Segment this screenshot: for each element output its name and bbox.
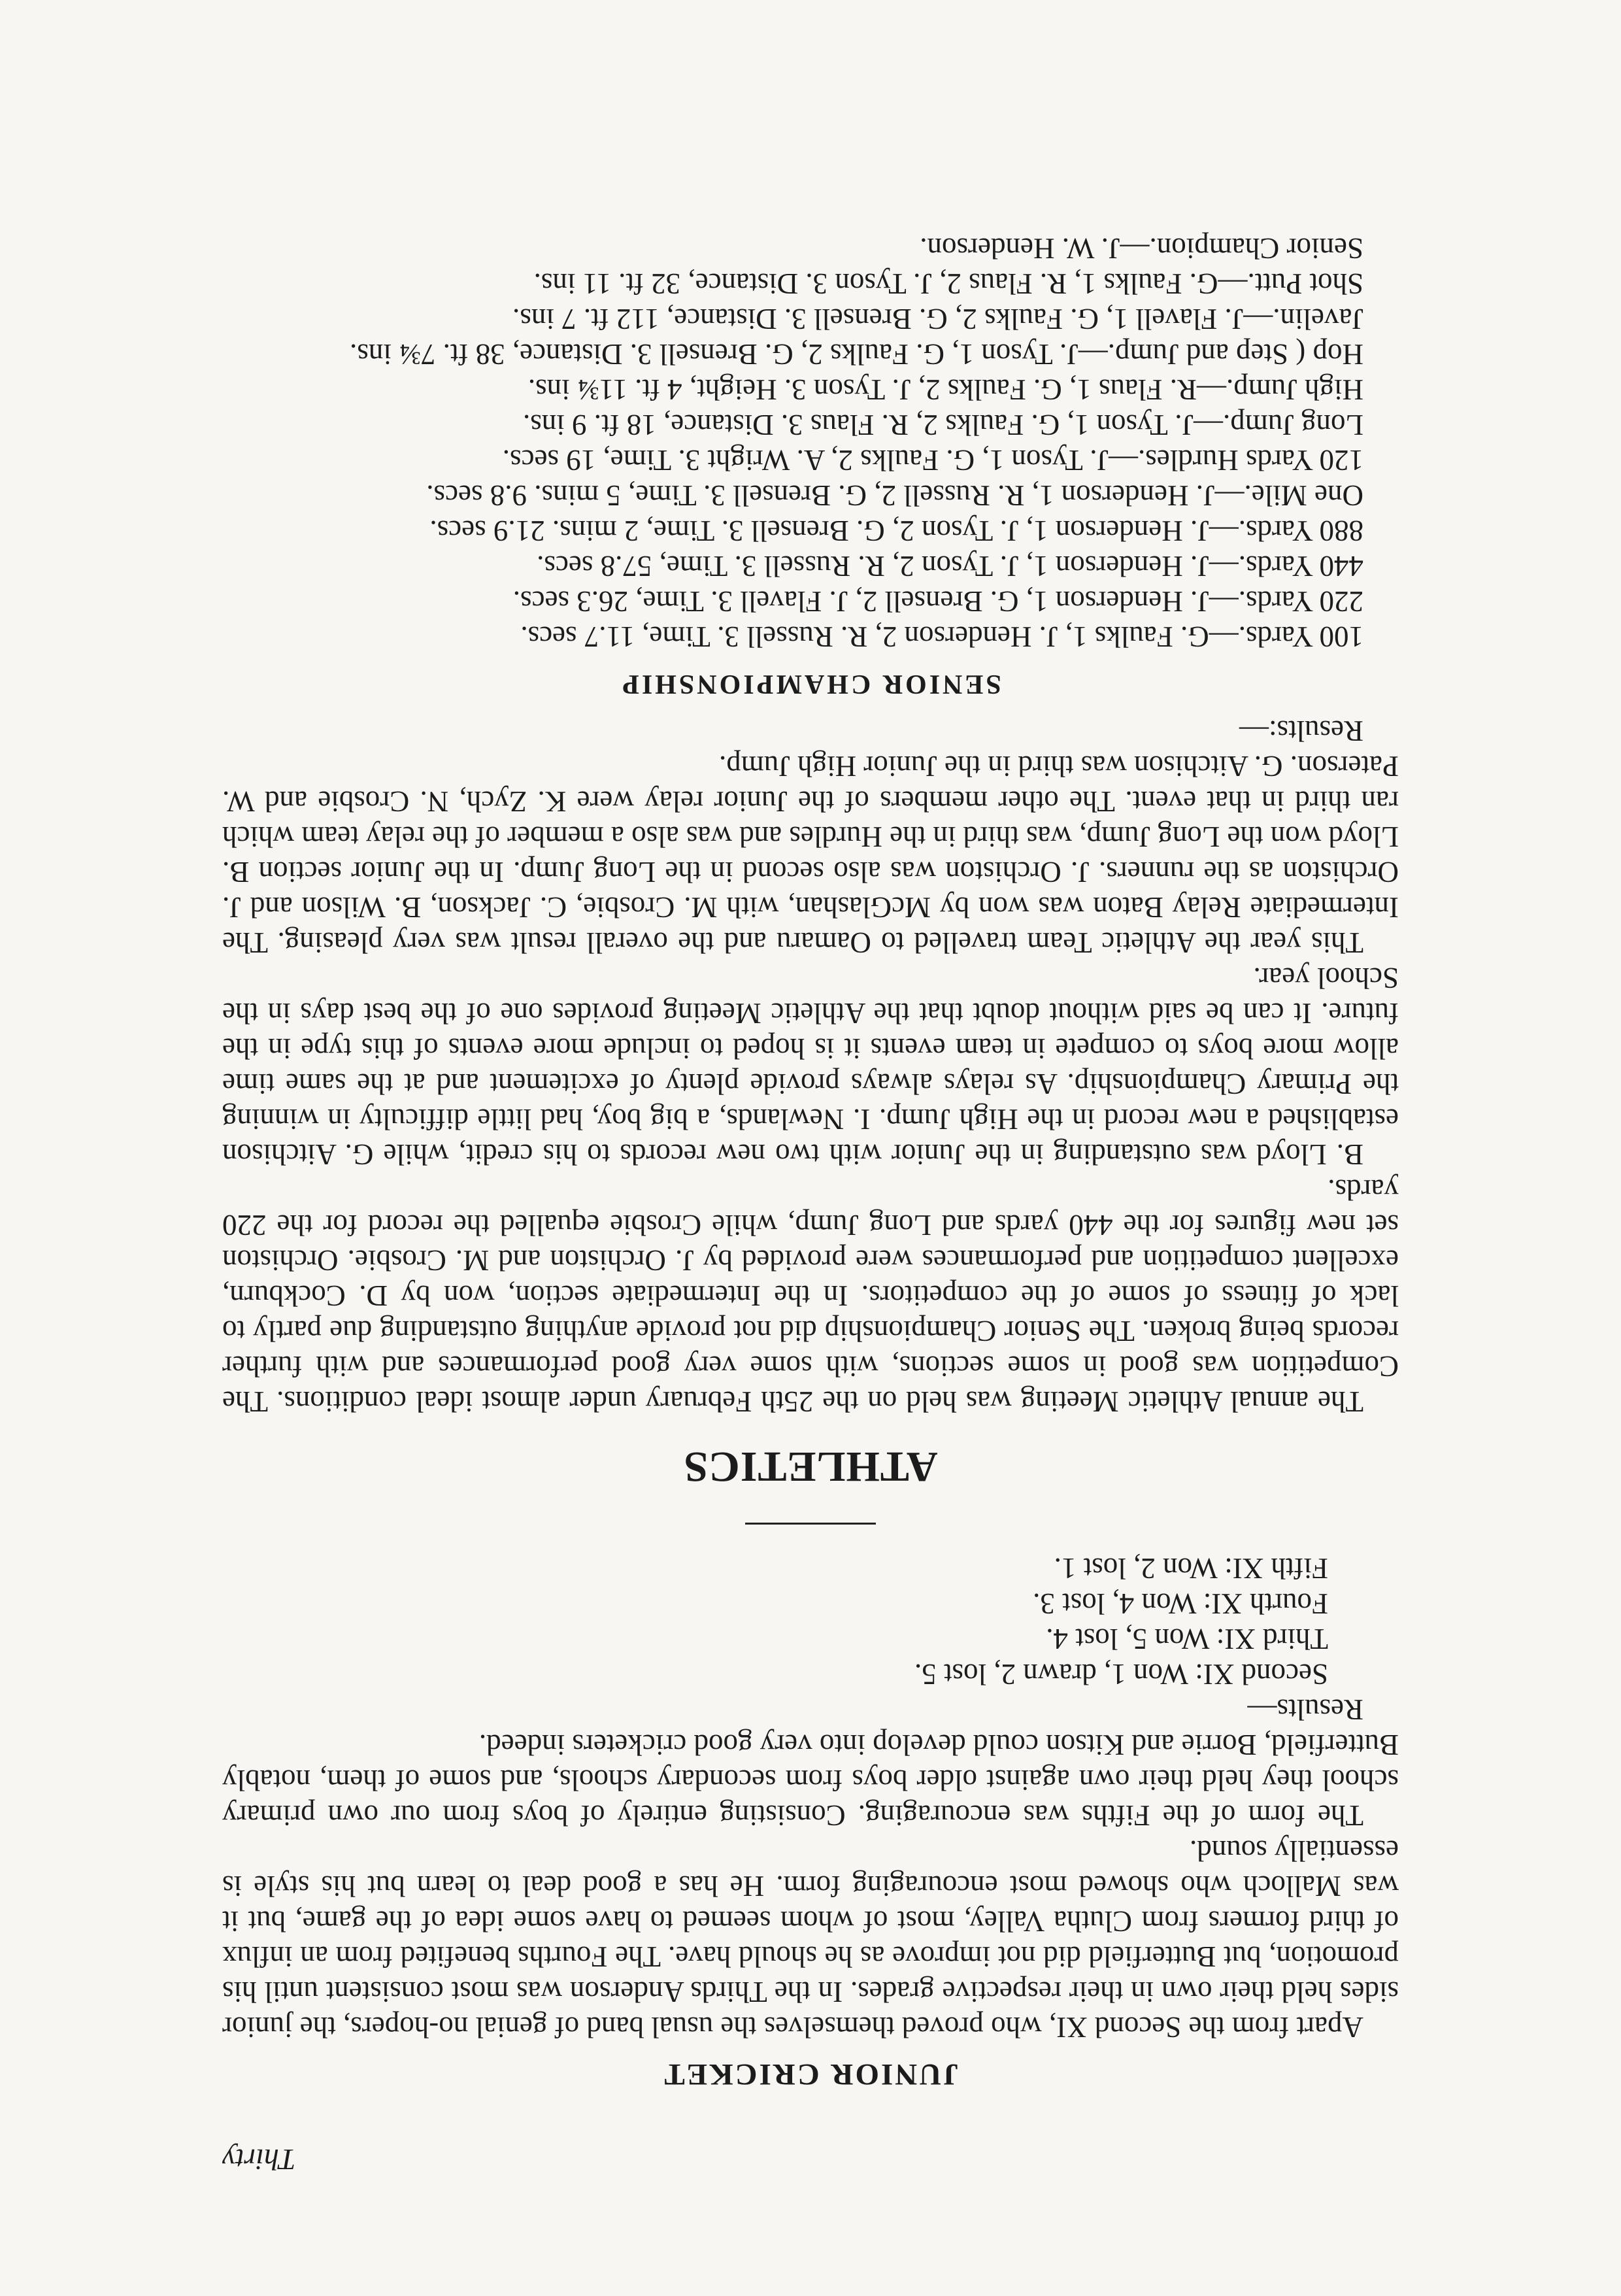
junior-cricket-section — [222, 1551, 1399, 2092]
athletics-section — [222, 231, 1399, 1490]
junior-cricket-paragraph: The form of the Fifths was encouraging. Consisting entirely of boys from our own primary school they held their own against older boys from secondary schools, and some of them, notably Butterfield, Borrie and Kitson could develop into very good cricketers indeed. — [222, 1729, 1399, 1832]
junior-cricket-results-list — [222, 1551, 1399, 1692]
result-line: One Mile.—J. Henderson 1, R. Russell 2, G. Brensell 3. Time, 5 mins. 9.8 secs. — [426, 479, 1363, 512]
athletics-heading: ATHLETICS — [683, 1443, 938, 1491]
result-line: 220 Yards.—J. Henderson 1, G. Brensell 2, J. Flavell 3. Time, 26.3 secs. — [512, 585, 1363, 618]
athletics-paragraph: B. Lloyd was outstanding in the Junior with two new records to his credit, while G. Aitchison established a new record in the High Jump. I. Newlands, a big boy, had little difficulty in winning the Primary Championship. As relays always provide plenty of excitement and at the same time allow more boys to compete in team events it is hoped to include more events of this type in the future. It can be said without doubt that the Athletic Meeting provides one of the best days in the School year. — [222, 962, 1399, 1171]
result-line: Fourth XI: Won 4, lost 3. — [1033, 1587, 1328, 1620]
junior-cricket-results-label: Results— — [1247, 1693, 1363, 1726]
athletics-paragraph: This year the Athletic Team travelled to Oamaru and the overall result was very pleasing. The Intermediate Relay Baton was won by McGlashan, with M. Crosbie, C. Jackson, B. Wilson and J. Orchiston as the runners. J. Orchiston was also second in the Long Jump. In the Junior section B. Lloyd won the Long Jump, was third in the Hurdles and was also a member of the relay team which ran third in that event. The other members of the Junior relay were K. Zych, N. Crosbie and W. Paterson. G. Aitchison was third in the Junior High Jump. — [222, 750, 1399, 959]
result-line: High Jump.—R. Flaus 1, G. Faulks 2, J. Tyson 3. Height, 4 ft. 11¾ ins. — [527, 373, 1363, 406]
result-line: Shot Putt.—G. Faulks 1, R. Flaus 2, J. Tyson 3. Distance, 32 ft. 11 ins. — [533, 267, 1363, 300]
athletics-results-label: Results:— — [1239, 715, 1363, 747]
senior-championship-heading: SENIOR CHAMPIONSHIP — [620, 669, 1001, 699]
page-content — [222, 231, 1399, 2177]
junior-cricket-heading: JUNIOR CRICKET — [662, 2057, 959, 2091]
result-line: 440 Yards.—J. Henderson 1, J. Tyson 2, R. Russell 3. Time, 57.8 secs. — [537, 550, 1363, 582]
result-line: 880 Yards.—J. Henderson 1, J. Tyson 2, G. Brensell 3. Time, 2 mins. 21.9 secs. — [429, 515, 1363, 547]
result-line: Senior Champion.—J. W. Henderson. — [920, 232, 1363, 265]
result-line: Fifth XI: Won 2, lost 1. — [1054, 1552, 1328, 1585]
junior-cricket-paragraph: Apart from the Second XI, who proved themselves the usual band of genial no-hopers, the junior sides held their own in their respective grades. In the Thirds Anderson was most consistent until his promotion, but Butterfield did not improve as he should have. The Fourths benefited from an influx of third formers from Clutha Valley, most of whom seemed to have some idea of the game, but it was Malloch who showed most encouraging form. He has a good deal to learn but his style is essentially sound. — [222, 1834, 1399, 2044]
result-line: Second XI: Won 1, drawn 2, lost 5. — [914, 1658, 1328, 1691]
athletics-paragraph: The annual Athletic Meeting was held on the 25th February under almost ideal conditions. The Competition was good in some sections, with some very good performances and with further records being broken. The Senior Championship did not provide anything outstanding due partly to lack of fitness of some of the competitors. In the Intermediate section, won by D. Cockburn, excellent competition and performances were provided by J. Orchiston and M. Crosbie. Orchiston set new figures for the 440 yards and Long Jump, while Crosbie equalled the record for the 220 yards. — [222, 1173, 1399, 1418]
section-divider — [745, 1523, 876, 1525]
result-line: Long Jump.—J. Tyson 1, G. Faulks 2, R. Flaus 3. Distance, 18 ft. 9 ins. — [522, 409, 1363, 441]
result-line: 120 Yards Hurdles.—J. Tyson 1, G. Faulks 2, A. Wright 3. Time, 19 secs. — [502, 444, 1363, 477]
result-line: Javelin.—J. Flavell 1, G. Faulks 2, G. Brensell 3. Distance, 112 ft. 7 ins. — [512, 303, 1363, 335]
result-line: Third XI: Won 5, lost 4. — [1046, 1623, 1328, 1655]
senior-results-list — [222, 231, 1399, 654]
page-header — [222, 2138, 1399, 2177]
result-line: 100 Yards.—G. Faulks 1, J. Henderson 2, R. Russell 3. Time, 11.7 secs. — [520, 620, 1363, 653]
result-line: Hop ( Step and Jump.—J. Tyson 1, G. Faulks 2, G. Brensell 3. Distance, 38 ft. 7¾ ins. — [350, 338, 1363, 371]
page-number: Thirty — [222, 2143, 296, 2176]
